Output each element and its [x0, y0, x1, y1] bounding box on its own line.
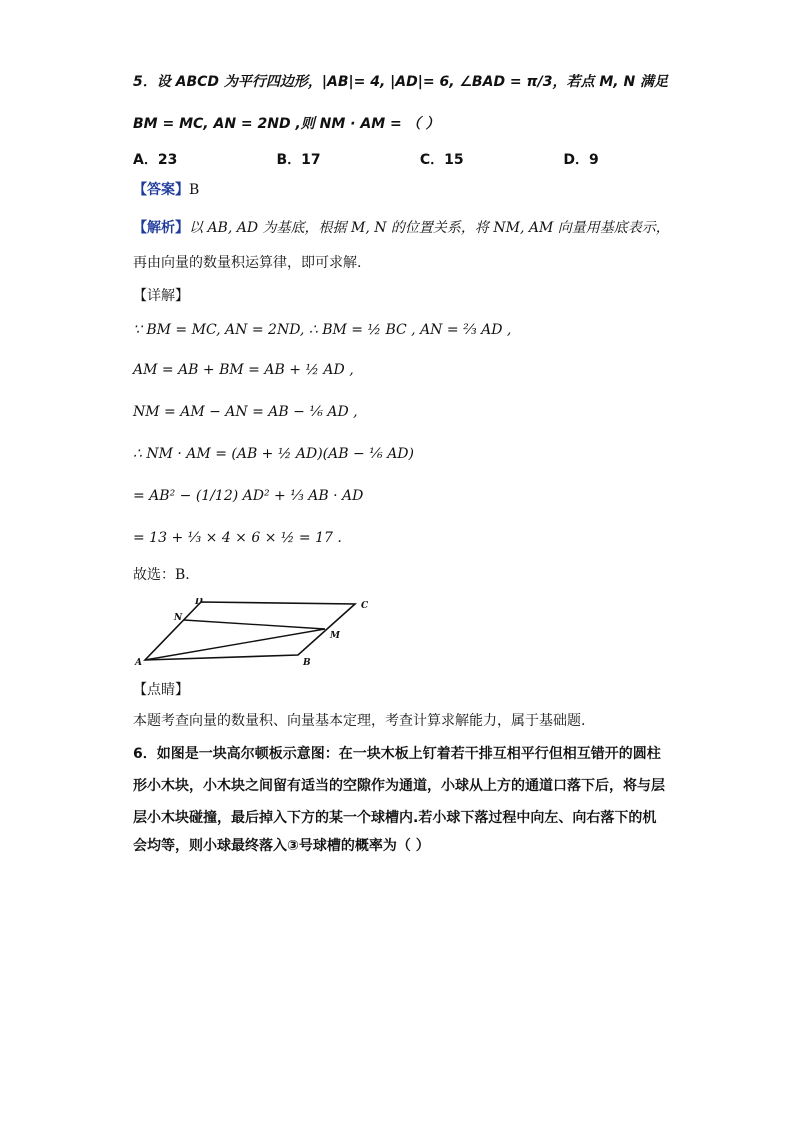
analysis-line1: [133, 218, 670, 238]
label-b: B: [303, 658, 311, 668]
detail-step-1: ∵ BM = MC, AN = 2ND, ∴ BM = ½ BC , AN = ⅔ AD ,: [133, 322, 512, 338]
parallelogram-figure: [133, 598, 373, 670]
detail-step-3: NM = AM − AN = AB − ⅙ AD ,: [133, 404, 358, 420]
q6-stem-line3: 层小木块碰撞，最后掉入下方的某一个球槽内.若小球下落过程中向左、向右落下的机: [133, 810, 657, 826]
label-n: N: [174, 613, 183, 623]
label-a: A: [135, 658, 142, 668]
answer-value: B: [189, 182, 200, 198]
comment-text: 本题考查向量的数量积、向量基本定理，考查计算求解能力，属于基础题.: [133, 713, 586, 729]
analysis-text1: 以 AB, AD 为基底，根据 M, N 的位置关系，将 NM, AM 向量用基底表示，: [189, 220, 670, 236]
parallelogram-abcd: [145, 602, 355, 660]
answer-tag: 【答案】: [133, 182, 189, 198]
q5-stem-line2: BM = MC, AN = 2ND ,则 NM · AM = （ ）: [133, 116, 440, 132]
detail-step-4: ∴ NM · AM = (AB + ½ AD)(AB − ⅙ AD): [133, 446, 414, 462]
option-d: D．9: [563, 152, 599, 168]
label-d: D: [195, 598, 203, 607]
q6-stem-line2: 形小木块，小木块之间留有适当的空隙作为通道，小球从上方的通道口落下后，将与层: [133, 778, 665, 794]
label-c: C: [361, 601, 369, 611]
q6-stem-line4: 会均等，则小球最终落入③号球槽的概率为（ ）: [133, 838, 430, 854]
analysis-line2: 再由向量的数量积运算律，即可求解.: [133, 255, 362, 271]
q5-stem-line1: 5．设 ABCD 为平行四边形，|AB|= 4, |AD|= 6, ∠BAD = π/3，若点 M, N 满足: [133, 74, 669, 90]
label-m: M: [330, 631, 340, 641]
detail-step-2: AM = AB + BM = AB + ½ AD ,: [133, 362, 354, 378]
detail-step-5: = AB² − (1/12) AD² + ⅓ AB · AD: [133, 488, 364, 504]
comment-tag: 【点睛】: [133, 682, 189, 698]
answer-line: [133, 180, 199, 200]
q5-options: [133, 150, 702, 170]
conclusion: 故选：B.: [133, 567, 190, 583]
q6-stem-line1: 6．如图是一块高尔顿板示意图：在一块木板上钉着若干排互相平行但相互错开的圆柱: [133, 746, 661, 762]
detail-tag: 【详解】: [133, 288, 189, 304]
segment-nm: [184, 620, 325, 629]
analysis-tag: 【解析】: [133, 220, 189, 236]
option-b: B．17: [276, 152, 321, 168]
detail-step-6: = 13 + ⅓ × 4 × 6 × ½ = 17 .: [133, 530, 342, 546]
option-c: C．15: [419, 152, 464, 168]
option-a: A．23: [133, 152, 178, 168]
